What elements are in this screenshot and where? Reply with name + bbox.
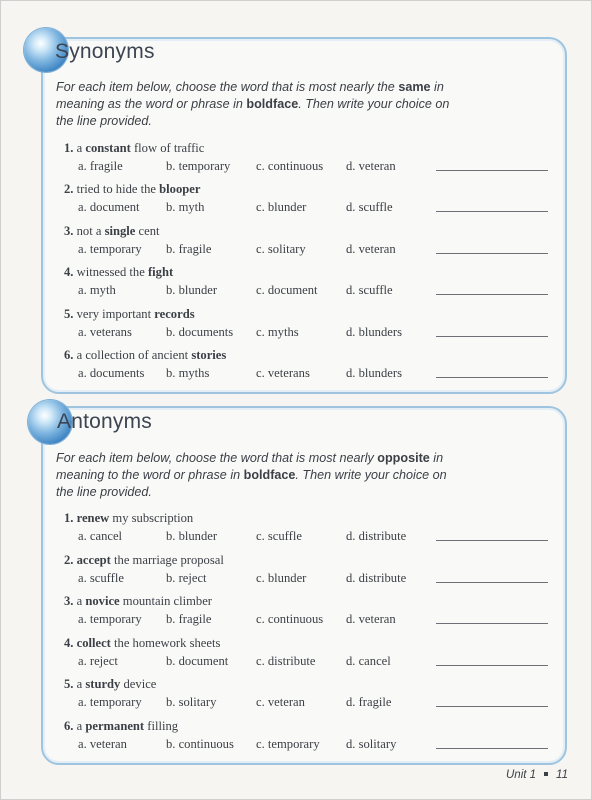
instr-emphasis: same: [398, 80, 431, 94]
instr-emphasis: opposite: [377, 451, 430, 465]
instr-text: . Then write your choice on the line provided.: [56, 97, 450, 128]
item-number: 1.: [64, 141, 74, 155]
stem-text: very important: [76, 306, 155, 321]
choice-b: b. continuous: [166, 737, 234, 751]
answer-choices: [64, 198, 554, 216]
answer-line[interactable]: [436, 211, 548, 212]
choice-b: b. reject: [166, 570, 207, 585]
choice-a: a. myth: [78, 283, 116, 298]
choice-a: a. temporary: [78, 612, 142, 627]
choice-a: a. veterans: [78, 324, 132, 339]
item-stem: [64, 264, 554, 281]
boldface-word: records: [154, 306, 195, 321]
choice-d: d. scuffle: [346, 200, 393, 215]
choice-d: d. distribute: [346, 570, 407, 585]
choice-b: b. documents: [166, 324, 234, 339]
item-number: 2.: [64, 552, 74, 567]
page-footer: [506, 769, 568, 781]
stem-text: mountain climber: [119, 594, 212, 609]
instr-text: For each item below, choose the word that is most nearly: [56, 451, 378, 465]
choice-c: c. continuous: [256, 159, 324, 173]
stem-text: a: [76, 594, 86, 609]
synonyms-instructions: [56, 79, 456, 130]
choice-c: c. veterans: [256, 366, 310, 380]
item-stem: [64, 718, 554, 735]
choice-c: c. continuous: [256, 612, 324, 627]
choice-c: c. blunder: [256, 570, 307, 585]
synonyms-title: Synonyms: [55, 40, 155, 63]
page-number: 11: [556, 769, 568, 781]
boldface-word: blooper: [159, 182, 201, 197]
answer-line[interactable]: [436, 294, 548, 295]
answer-line[interactable]: [436, 748, 548, 749]
choice-b: b. blunder: [166, 283, 218, 298]
stem-text: tried to hide the: [76, 182, 160, 197]
synonyms-item-1: [64, 140, 554, 175]
answer-line[interactable]: [436, 253, 548, 254]
choice-a: a. cancel: [78, 529, 123, 543]
answer-choices: [64, 610, 554, 628]
antonyms-instructions: [56, 450, 456, 501]
boldface-word: stories: [191, 348, 227, 362]
item-stem: [64, 552, 554, 569]
synonyms-item-6: [64, 347, 554, 382]
item-number: 5.: [64, 306, 74, 321]
choice-d: d. fragile: [346, 695, 392, 710]
boldface-word: renew: [76, 511, 110, 525]
answer-line[interactable]: [436, 540, 548, 541]
item-stem: [64, 306, 554, 323]
boldface-word: single: [104, 223, 136, 238]
item-number: 1.: [64, 511, 74, 525]
choice-c: c. myths: [256, 324, 299, 339]
choice-b: b. fragile: [166, 612, 212, 627]
item-stem: [64, 347, 554, 364]
choice-a: a. scuffle: [78, 570, 124, 585]
item-stem: [64, 676, 554, 693]
antonyms-item-5: [64, 676, 554, 711]
answer-line[interactable]: [436, 336, 548, 337]
boldface-word: constant: [85, 141, 131, 155]
instr-bold-word: boldface: [246, 97, 299, 111]
antonyms-item-1: [64, 510, 554, 545]
item-number: 4.: [64, 265, 74, 280]
stem-text: a: [76, 719, 86, 733]
choice-d: d. blunders: [346, 366, 402, 380]
choice-c: c. scuffle: [256, 529, 302, 543]
instr-text: in meaning as the word or phrase in: [56, 80, 444, 111]
instr-text: For each item below, choose the word that is most nearly the: [56, 80, 399, 94]
stem-text: flow of traffic: [130, 141, 205, 155]
choice-d: d. solitary: [346, 737, 397, 751]
item-number: 3.: [64, 594, 74, 609]
stem-text: device: [120, 677, 157, 692]
stem-text: not a: [76, 223, 105, 238]
boldface-word: sturdy: [85, 677, 121, 692]
choice-b: b. myths: [166, 366, 210, 380]
answer-choices: [64, 693, 554, 711]
answer-line[interactable]: [436, 665, 548, 666]
stem-text: cent: [135, 223, 160, 238]
choice-d: d. veteran: [346, 612, 396, 627]
choice-a: a. reject: [78, 653, 118, 668]
answer-choices: [64, 157, 554, 175]
item-stem: [64, 223, 554, 240]
choice-c: c. temporary: [256, 737, 320, 751]
choice-d: d. distribute: [346, 529, 407, 543]
stem-text: a: [76, 141, 86, 155]
antonyms-title: Antonyms: [57, 410, 152, 433]
choice-b: b. blunder: [166, 529, 218, 543]
stem-text: a: [76, 677, 86, 692]
choice-a: a. temporary: [78, 241, 142, 256]
answer-choices: [64, 281, 554, 299]
choice-a: a. temporary: [78, 695, 142, 710]
unit-label: Unit 1: [506, 769, 537, 781]
answer-choices: [64, 652, 554, 670]
choice-d: d. blunders: [346, 324, 402, 339]
choice-d: d. veteran: [346, 159, 396, 173]
item-number: 6.: [64, 719, 74, 733]
choice-d: d. scuffle: [346, 283, 393, 298]
stem-text: witnessed the: [76, 265, 148, 280]
choice-c: c. distribute: [256, 653, 316, 668]
stem-text: a collection of ancient: [76, 348, 192, 362]
choice-a: a. veteran: [78, 737, 127, 751]
choice-c: c. blunder: [256, 200, 307, 215]
choice-b: b. fragile: [166, 241, 212, 256]
item-number: 6.: [64, 348, 74, 362]
synonyms-item-5: [64, 306, 554, 341]
answer-line[interactable]: [436, 706, 548, 707]
boldface-word: collect: [76, 635, 111, 650]
item-number: 3.: [64, 223, 74, 238]
stem-text: the marriage proposal: [110, 552, 224, 567]
choice-a: a. fragile: [78, 159, 123, 173]
answer-line[interactable]: [436, 170, 548, 171]
item-stem: [64, 140, 554, 157]
instr-bold-word: boldface: [243, 468, 296, 482]
stem-text: my subscription: [109, 511, 194, 525]
answer-line[interactable]: [436, 582, 548, 583]
antonyms-item-3: [64, 593, 554, 628]
choice-a: a. document: [78, 200, 140, 215]
synonyms-item-2: [64, 181, 554, 216]
answer-choices: [64, 364, 554, 382]
answer-choices: [64, 569, 554, 587]
instr-text: . Then write your choice on the line provided.: [56, 468, 447, 499]
separator-square-icon: [544, 772, 548, 776]
item-number: 5.: [64, 677, 74, 692]
item-number: 4.: [64, 635, 74, 650]
antonyms-item-2: [64, 552, 554, 587]
choice-c: c. solitary: [256, 241, 306, 256]
choice-b: b. solitary: [166, 695, 217, 710]
answer-line[interactable]: [436, 377, 548, 378]
answer-choices: [64, 323, 554, 341]
stem-text: filling: [144, 719, 179, 733]
boldface-word: accept: [76, 552, 111, 567]
answer-choices: [64, 240, 554, 258]
item-stem: [64, 635, 554, 652]
synonyms-item-3: [64, 223, 554, 258]
boldface-word: novice: [85, 594, 120, 609]
instr-text: in meaning to the word or phrase in: [56, 451, 444, 482]
choice-d: d. cancel: [346, 653, 391, 668]
answer-choices: [64, 735, 554, 753]
antonyms-item-4: [64, 635, 554, 670]
item-stem: [64, 510, 554, 527]
choice-b: b. document: [166, 653, 229, 668]
choice-c: c. document: [256, 283, 318, 298]
synonyms-item-4: [64, 264, 554, 299]
answer-choices: [64, 527, 554, 545]
choice-c: c. veteran: [256, 695, 305, 710]
stem-text: the homework sheets: [110, 635, 221, 650]
choice-d: d. veteran: [346, 241, 396, 256]
choice-b: b. temporary: [166, 159, 231, 173]
item-stem: [64, 593, 554, 610]
choice-a: a. documents: [78, 366, 145, 380]
choice-b: b. myth: [166, 200, 205, 215]
antonyms-item-6: [64, 718, 554, 753]
item-number: 2.: [64, 182, 74, 197]
answer-line[interactable]: [436, 623, 548, 624]
boldface-word: fight: [147, 265, 174, 280]
boldface-word: permanent: [85, 719, 145, 733]
item-stem: [64, 181, 554, 198]
